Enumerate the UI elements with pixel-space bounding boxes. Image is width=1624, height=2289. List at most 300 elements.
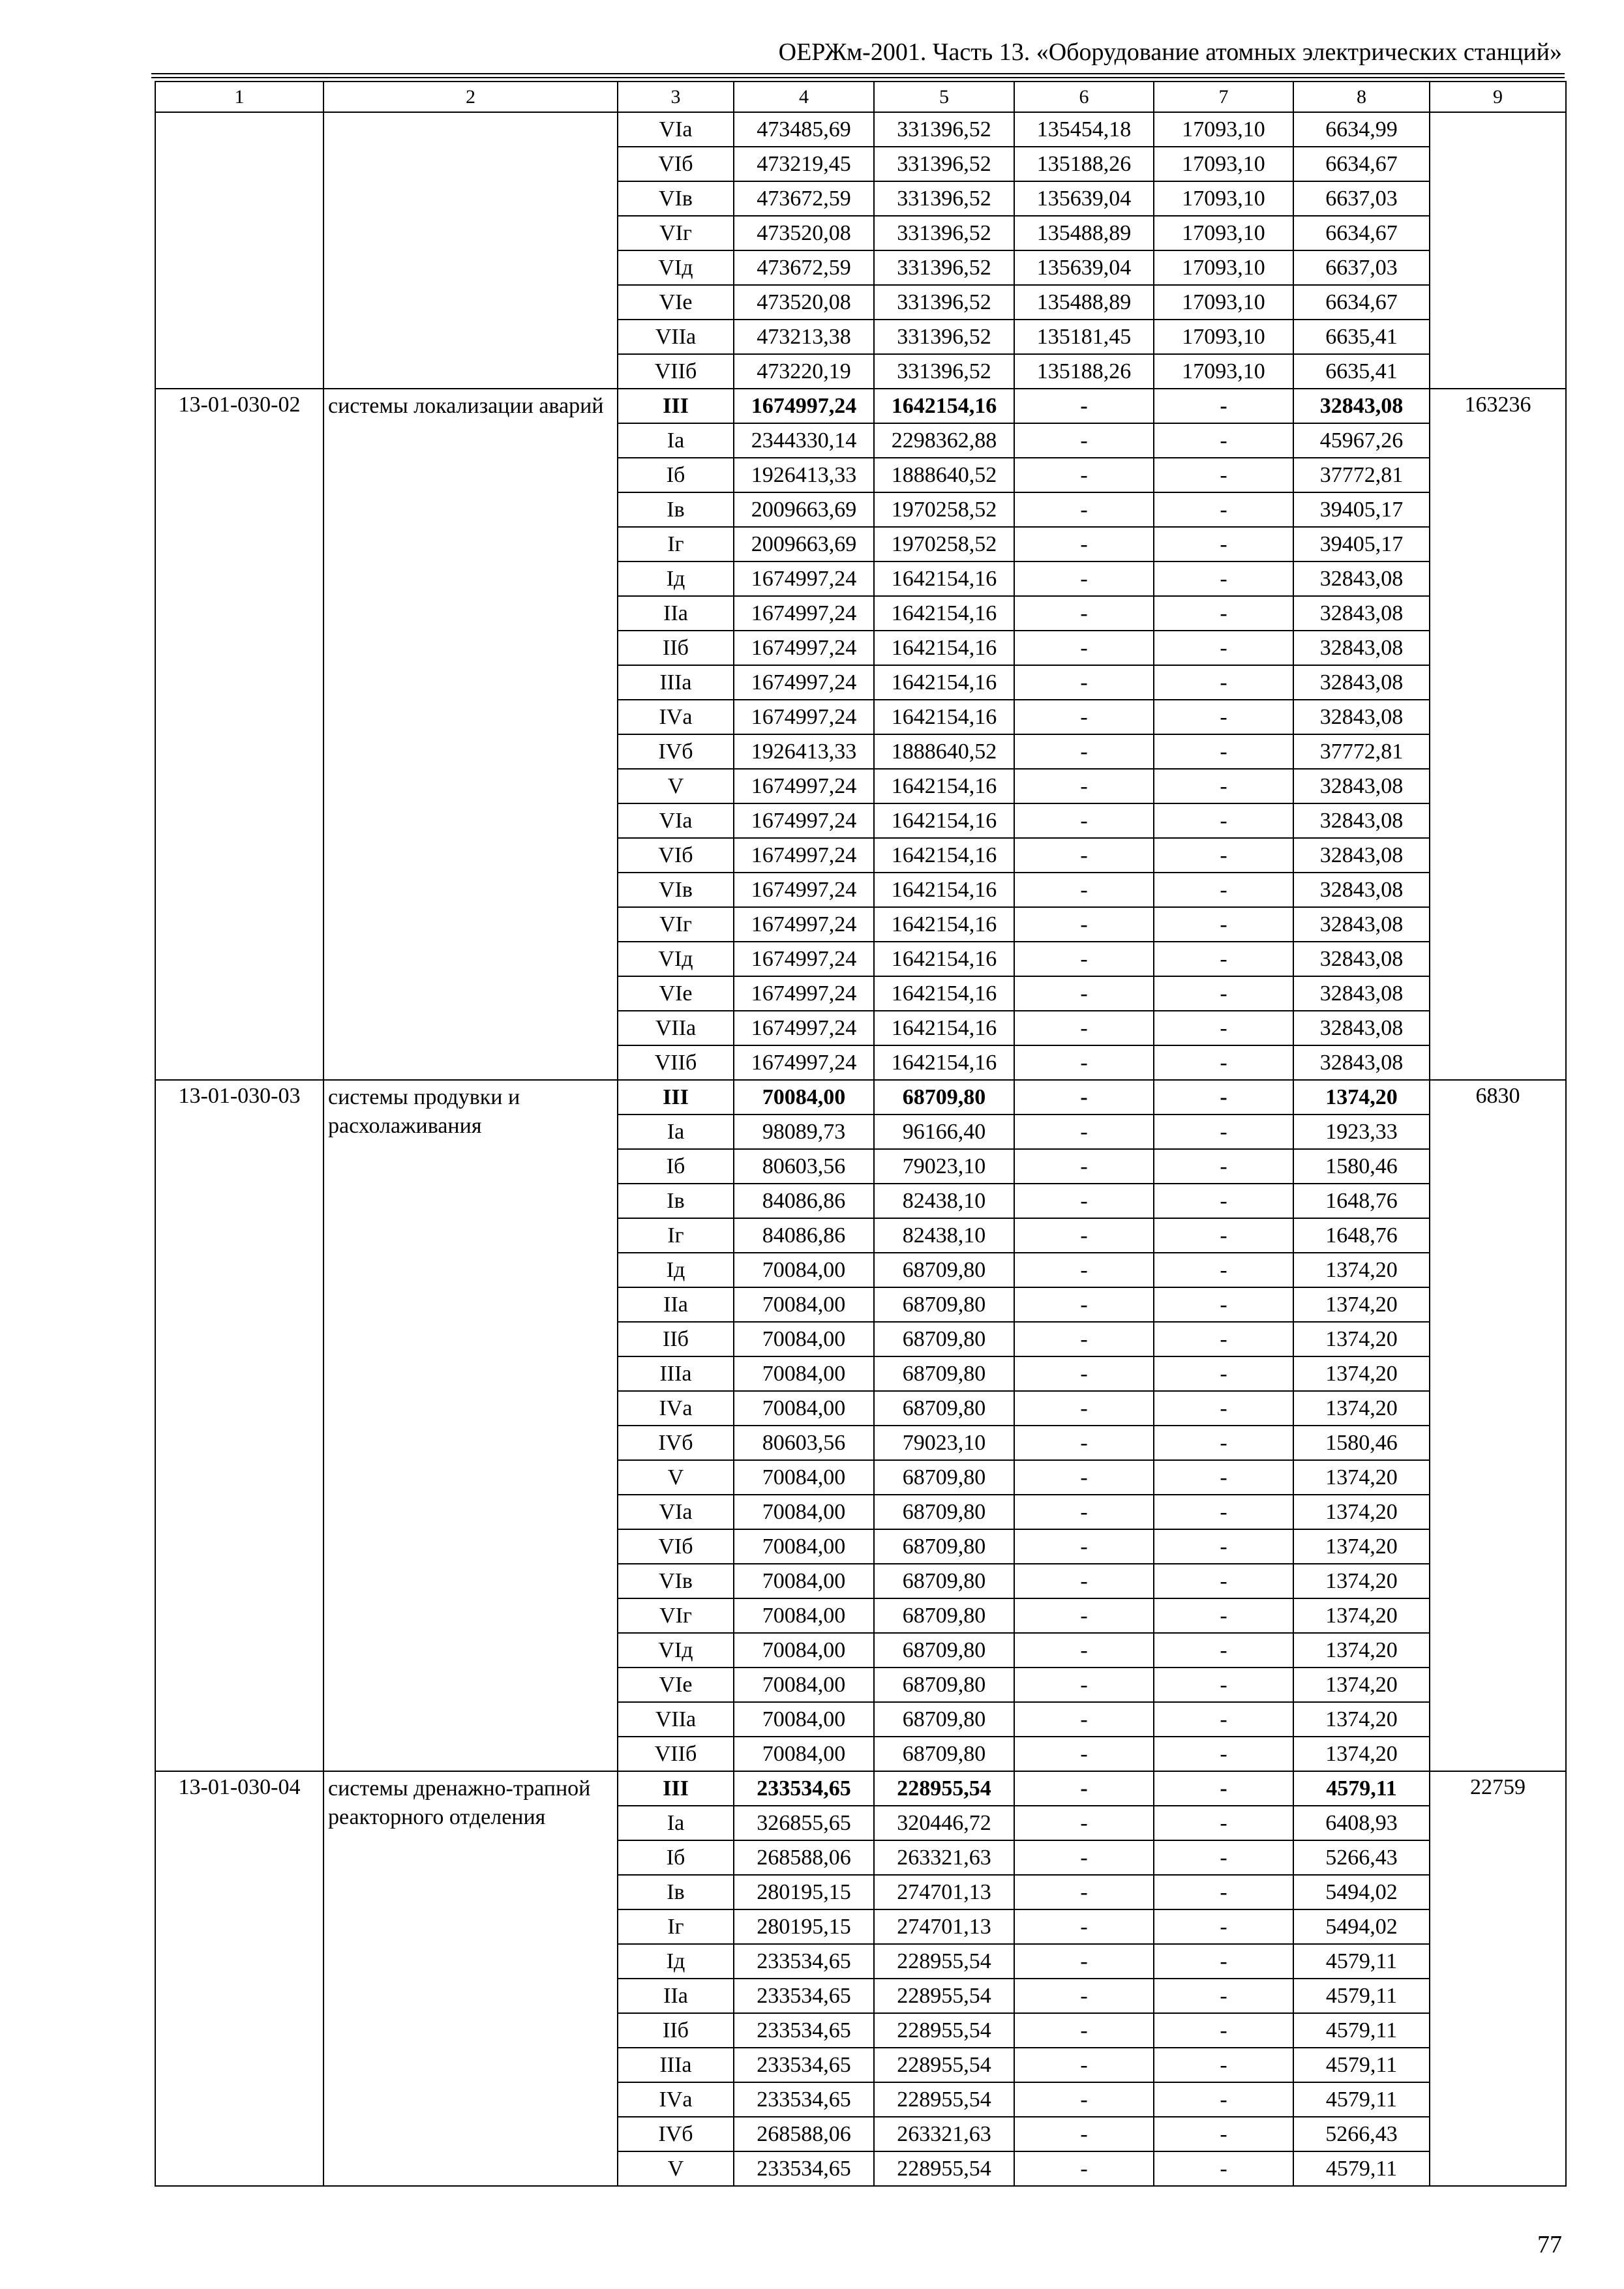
total-cost-cell: 98089,73 (734, 1115, 874, 1149)
materials-cost-cell: 32843,08 (1293, 942, 1430, 976)
materials-cost-cell: 6635,41 (1293, 320, 1430, 354)
total-cost-cell: 84086,86 (734, 1218, 874, 1253)
machinist-wages-cell: - (1154, 838, 1293, 873)
zone-cell: IVб (618, 2117, 734, 2151)
machinist-wages-cell: 17093,10 (1154, 285, 1293, 320)
page-number: 77 (1537, 2231, 1562, 2258)
machine-cost-cell: 135181,45 (1014, 320, 1154, 354)
wages-cell: 331396,52 (874, 250, 1014, 285)
zone-cell: VIIб (618, 1045, 734, 1080)
machine-cost-cell: - (1014, 907, 1154, 942)
zone-cell: IVа (618, 2082, 734, 2117)
zone-cell: VIб (618, 1529, 734, 1564)
total-cell (1430, 112, 1566, 389)
wages-cell: 68709,80 (874, 1287, 1014, 1322)
column-number-cell: 7 (1154, 82, 1293, 112)
wages-cell: 68709,80 (874, 1668, 1014, 1702)
zone-cell: Iб (618, 458, 734, 492)
machine-cost-cell: - (1014, 1149, 1154, 1184)
wages-cell: 68709,80 (874, 1391, 1014, 1426)
machine-cost-cell: - (1014, 1944, 1154, 1979)
wages-cell: 228955,54 (874, 1979, 1014, 2013)
wages-cell: 1642154,16 (874, 942, 1014, 976)
zone-cell: V (618, 2151, 734, 2186)
zone-cell: Iа (618, 1806, 734, 1840)
materials-cost-cell: 5494,02 (1293, 1875, 1430, 1909)
materials-cost-cell: 32843,08 (1293, 803, 1430, 838)
machine-cost-cell: - (1014, 492, 1154, 527)
machine-cost-cell: - (1014, 2048, 1154, 2082)
machine-cost-cell: - (1014, 1702, 1154, 1737)
materials-cost-cell: 4579,11 (1293, 2082, 1430, 2117)
total-cost-cell: 70084,00 (734, 1356, 874, 1391)
materials-cost-cell: 37772,81 (1293, 458, 1430, 492)
machine-cost-cell: 135639,04 (1014, 250, 1154, 285)
total-cost-cell: 1674997,24 (734, 389, 874, 423)
machinist-wages-cell: - (1154, 873, 1293, 907)
wages-cell: 1642154,16 (874, 1011, 1014, 1045)
code-cell: 13-01-030-02 (155, 389, 323, 1080)
machinist-wages-cell: - (1154, 1633, 1293, 1668)
machinist-wages-cell: - (1154, 458, 1293, 492)
machine-cost-cell: - (1014, 1253, 1154, 1287)
machinist-wages-cell: - (1154, 1460, 1293, 1495)
machinist-wages-cell: - (1154, 1529, 1293, 1564)
machinist-wages-cell: - (1154, 1322, 1293, 1356)
machine-cost-cell: - (1014, 700, 1154, 734)
total-cost-cell: 280195,15 (734, 1875, 874, 1909)
machinist-wages-cell: - (1154, 1218, 1293, 1253)
total-cell: 163236 (1430, 389, 1566, 1080)
machine-cost-cell: - (1014, 1115, 1154, 1149)
total-cost-cell: 1674997,24 (734, 631, 874, 665)
table-row (155, 1080, 1566, 1115)
wages-cell: 1888640,52 (874, 734, 1014, 769)
total-cost-cell: 70084,00 (734, 1080, 874, 1115)
header-double-rule (151, 73, 1565, 78)
total-cost-cell: 1674997,24 (734, 942, 874, 976)
zone-cell: VIд (618, 942, 734, 976)
materials-cost-cell: 39405,17 (1293, 527, 1430, 561)
total-cost-cell: 1674997,24 (734, 803, 874, 838)
total-cell: 6830 (1430, 1080, 1566, 1771)
machine-cost-cell: 135488,89 (1014, 285, 1154, 320)
wages-cell: 320446,72 (874, 1806, 1014, 1840)
machine-cost-cell: 135488,89 (1014, 216, 1154, 250)
materials-cost-cell: 32843,08 (1293, 700, 1430, 734)
machinist-wages-cell: - (1154, 1875, 1293, 1909)
wages-cell: 331396,52 (874, 320, 1014, 354)
materials-cost-cell: 1374,20 (1293, 1633, 1430, 1668)
total-cost-cell: 473219,45 (734, 147, 874, 181)
wages-cell: 1642154,16 (874, 596, 1014, 631)
total-cost-cell: 1674997,24 (734, 1011, 874, 1045)
zone-cell: VIе (618, 976, 734, 1011)
total-cost-cell: 233534,65 (734, 2151, 874, 2186)
machinist-wages-cell: - (1154, 1737, 1293, 1771)
zone-cell: Iв (618, 1184, 734, 1218)
total-cost-cell: 473485,69 (734, 112, 874, 147)
wages-cell: 331396,52 (874, 216, 1014, 250)
zone-cell: IIа (618, 1979, 734, 2013)
code-cell: 13-01-030-04 (155, 1771, 323, 2186)
total-cost-cell: 70084,00 (734, 1253, 874, 1287)
zone-cell: Iб (618, 1840, 734, 1875)
wages-cell: 1642154,16 (874, 1045, 1014, 1080)
materials-cost-cell: 4579,11 (1293, 1771, 1430, 1806)
zone-cell: VIг (618, 216, 734, 250)
machinist-wages-cell: - (1154, 1080, 1293, 1115)
machinist-wages-cell: 17093,10 (1154, 354, 1293, 389)
zone-cell: III (618, 1771, 734, 1806)
materials-cost-cell: 1374,20 (1293, 1702, 1430, 1737)
machine-cost-cell: - (1014, 734, 1154, 769)
machine-cost-cell: - (1014, 1391, 1154, 1426)
machinist-wages-cell: - (1154, 1840, 1293, 1875)
zone-cell: III (618, 1080, 734, 1115)
wages-cell: 331396,52 (874, 112, 1014, 147)
materials-cost-cell: 4579,11 (1293, 2048, 1430, 2082)
total-cost-cell: 70084,00 (734, 1287, 874, 1322)
materials-cost-cell: 6408,93 (1293, 1806, 1430, 1840)
machine-cost-cell: - (1014, 873, 1154, 907)
total-cost-cell: 268588,06 (734, 2117, 874, 2151)
rates-table (155, 81, 1567, 2187)
materials-cost-cell: 32843,08 (1293, 561, 1430, 596)
column-number-cell: 3 (618, 82, 734, 112)
machine-cost-cell: - (1014, 2013, 1154, 2048)
machine-cost-cell: - (1014, 2117, 1154, 2151)
materials-cost-cell: 45967,26 (1293, 423, 1430, 458)
wages-cell: 331396,52 (874, 147, 1014, 181)
total-cost-cell: 2009663,69 (734, 527, 874, 561)
total-cost-cell: 233534,65 (734, 1979, 874, 2013)
code-cell: 13-01-030-03 (155, 1080, 323, 1771)
total-cost-cell: 473672,59 (734, 181, 874, 216)
zone-cell: V (618, 1460, 734, 1495)
zone-cell: IVа (618, 1391, 734, 1426)
wages-cell: 228955,54 (874, 1944, 1014, 1979)
wages-cell: 228955,54 (874, 2082, 1014, 2117)
machinist-wages-cell: - (1154, 631, 1293, 665)
machine-cost-cell: - (1014, 838, 1154, 873)
zone-cell: Iг (618, 1218, 734, 1253)
total-cost-cell: 70084,00 (734, 1322, 874, 1356)
total-cost-cell: 233534,65 (734, 2013, 874, 2048)
zone-cell: Iа (618, 423, 734, 458)
materials-cost-cell: 4579,11 (1293, 2151, 1430, 2186)
machinist-wages-cell: - (1154, 1426, 1293, 1460)
wages-cell: 1642154,16 (874, 976, 1014, 1011)
machine-cost-cell: - (1014, 1080, 1154, 1115)
materials-cost-cell: 32843,08 (1293, 1045, 1430, 1080)
machine-cost-cell: - (1014, 1564, 1154, 1598)
materials-cost-cell: 1374,20 (1293, 1737, 1430, 1771)
materials-cost-cell: 1580,46 (1293, 1149, 1430, 1184)
machine-cost-cell: - (1014, 1806, 1154, 1840)
machine-cost-cell: - (1014, 942, 1154, 976)
total-cost-cell: 473220,19 (734, 354, 874, 389)
table-row (155, 389, 1566, 423)
zone-cell: Iб (618, 1149, 734, 1184)
wages-cell: 68709,80 (874, 1080, 1014, 1115)
wages-cell: 331396,52 (874, 181, 1014, 216)
column-number-cell: 5 (874, 82, 1014, 112)
materials-cost-cell: 6637,03 (1293, 250, 1430, 285)
machinist-wages-cell: - (1154, 561, 1293, 596)
wages-cell: 1642154,16 (874, 665, 1014, 700)
zone-cell: VIа (618, 112, 734, 147)
zone-cell: VIг (618, 1598, 734, 1633)
table-row (155, 112, 1566, 147)
materials-cost-cell: 1923,33 (1293, 1115, 1430, 1149)
wages-cell: 1642154,16 (874, 803, 1014, 838)
zone-cell: Iв (618, 1875, 734, 1909)
total-cost-cell: 233534,65 (734, 1771, 874, 1806)
zone-cell: Iд (618, 561, 734, 596)
total-cost-cell: 233534,65 (734, 2082, 874, 2117)
wages-cell: 2298362,88 (874, 423, 1014, 458)
machine-cost-cell: - (1014, 1184, 1154, 1218)
zone-cell: VIб (618, 147, 734, 181)
machinist-wages-cell: - (1154, 803, 1293, 838)
zone-cell: VIIа (618, 1011, 734, 1045)
machinist-wages-cell: - (1154, 596, 1293, 631)
materials-cost-cell: 32843,08 (1293, 873, 1430, 907)
wages-cell: 274701,13 (874, 1875, 1014, 1909)
machinist-wages-cell: 17093,10 (1154, 320, 1293, 354)
column-number-row (155, 82, 1566, 112)
machinist-wages-cell: - (1154, 1771, 1293, 1806)
zone-cell: IVб (618, 1426, 734, 1460)
machinist-wages-cell: - (1154, 1149, 1293, 1184)
machinist-wages-cell: - (1154, 1011, 1293, 1045)
wages-cell: 1642154,16 (874, 561, 1014, 596)
machine-cost-cell: - (1014, 1356, 1154, 1391)
materials-cost-cell: 1374,20 (1293, 1495, 1430, 1529)
machine-cost-cell: - (1014, 1771, 1154, 1806)
machinist-wages-cell: - (1154, 1564, 1293, 1598)
machinist-wages-cell: - (1154, 1356, 1293, 1391)
zone-cell: VIIб (618, 1737, 734, 1771)
materials-cost-cell: 32843,08 (1293, 1011, 1430, 1045)
materials-cost-cell: 1580,46 (1293, 1426, 1430, 1460)
wages-cell: 68709,80 (874, 1356, 1014, 1391)
machine-cost-cell: - (1014, 1909, 1154, 1944)
total-cost-cell: 1926413,33 (734, 458, 874, 492)
wages-cell: 96166,40 (874, 1115, 1014, 1149)
zone-cell: VIIа (618, 320, 734, 354)
wages-cell: 68709,80 (874, 1702, 1014, 1737)
total-cost-cell: 1926413,33 (734, 734, 874, 769)
total-cost-cell: 70084,00 (734, 1702, 874, 1737)
wages-cell: 82438,10 (874, 1184, 1014, 1218)
wages-cell: 1888640,52 (874, 458, 1014, 492)
wages-cell: 1642154,16 (874, 700, 1014, 734)
total-cost-cell: 1674997,24 (734, 700, 874, 734)
total-cost-cell: 70084,00 (734, 1391, 874, 1426)
zone-cell: VIв (618, 873, 734, 907)
machinist-wages-cell: 17093,10 (1154, 250, 1293, 285)
wages-cell: 274701,13 (874, 1909, 1014, 1944)
machine-cost-cell: - (1014, 1840, 1154, 1875)
materials-cost-cell: 32843,08 (1293, 631, 1430, 665)
materials-cost-cell: 1374,20 (1293, 1356, 1430, 1391)
materials-cost-cell: 1374,20 (1293, 1287, 1430, 1322)
machinist-wages-cell: 17093,10 (1154, 181, 1293, 216)
machinist-wages-cell: - (1154, 2013, 1293, 2048)
materials-cost-cell: 37772,81 (1293, 734, 1430, 769)
machine-cost-cell: - (1014, 1011, 1154, 1045)
materials-cost-cell: 1374,20 (1293, 1460, 1430, 1495)
wages-cell: 68709,80 (874, 1322, 1014, 1356)
total-cost-cell: 84086,86 (734, 1184, 874, 1218)
machine-cost-cell: 135454,18 (1014, 112, 1154, 147)
machine-cost-cell: - (1014, 803, 1154, 838)
materials-cost-cell: 6634,99 (1293, 112, 1430, 147)
zone-cell: IIIа (618, 665, 734, 700)
name-cell (323, 112, 618, 389)
zone-cell: IIа (618, 1287, 734, 1322)
wages-cell: 68709,80 (874, 1633, 1014, 1668)
wages-cell: 68709,80 (874, 1598, 1014, 1633)
machine-cost-cell: - (1014, 1598, 1154, 1633)
materials-cost-cell: 1648,76 (1293, 1218, 1430, 1253)
name-cell: системы дренажно-трапной реакторного отделения (323, 1771, 618, 2186)
machinist-wages-cell: - (1154, 1253, 1293, 1287)
machine-cost-cell: - (1014, 1045, 1154, 1080)
table-body (155, 82, 1566, 2186)
machinist-wages-cell: - (1154, 769, 1293, 803)
total-cost-cell: 80603,56 (734, 1149, 874, 1184)
total-cost-cell: 80603,56 (734, 1426, 874, 1460)
materials-cost-cell: 32843,08 (1293, 976, 1430, 1011)
machine-cost-cell: - (1014, 1737, 1154, 1771)
machinist-wages-cell: - (1154, 2082, 1293, 2117)
machinist-wages-cell: - (1154, 1391, 1293, 1426)
machinist-wages-cell: - (1154, 1702, 1293, 1737)
total-cost-cell: 233534,65 (734, 2048, 874, 2082)
machine-cost-cell: - (1014, 1668, 1154, 1702)
zone-cell: IIIа (618, 2048, 734, 2082)
materials-cost-cell: 1374,20 (1293, 1564, 1430, 1598)
zone-cell: VIв (618, 1564, 734, 1598)
total-cost-cell: 1674997,24 (734, 665, 874, 700)
wages-cell: 68709,80 (874, 1529, 1014, 1564)
machinist-wages-cell: - (1154, 1909, 1293, 1944)
machinist-wages-cell: - (1154, 1115, 1293, 1149)
machine-cost-cell: - (1014, 665, 1154, 700)
name-cell: системы локализации аварий (323, 389, 618, 1080)
wages-cell: 1642154,16 (874, 389, 1014, 423)
machinist-wages-cell: - (1154, 1806, 1293, 1840)
column-number-cell: 9 (1430, 82, 1566, 112)
total-cost-cell: 70084,00 (734, 1564, 874, 1598)
machinist-wages-cell: - (1154, 1979, 1293, 2013)
zone-cell: IIб (618, 2013, 734, 2048)
total-cost-cell: 473520,08 (734, 216, 874, 250)
machine-cost-cell: - (1014, 1529, 1154, 1564)
zone-cell: VIд (618, 250, 734, 285)
total-cost-cell: 1674997,24 (734, 976, 874, 1011)
wages-cell: 228955,54 (874, 1771, 1014, 1806)
total-cost-cell: 473672,59 (734, 250, 874, 285)
machine-cost-cell: - (1014, 1218, 1154, 1253)
wages-cell: 228955,54 (874, 2151, 1014, 2186)
machine-cost-cell: - (1014, 976, 1154, 1011)
machine-cost-cell: - (1014, 1633, 1154, 1668)
materials-cost-cell: 1374,20 (1293, 1322, 1430, 1356)
total-cost-cell: 280195,15 (734, 1909, 874, 1944)
total-cost-cell: 1674997,24 (734, 907, 874, 942)
machine-cost-cell: - (1014, 1875, 1154, 1909)
machinist-wages-cell: - (1154, 734, 1293, 769)
zone-cell: IVб (618, 734, 734, 769)
materials-cost-cell: 1374,20 (1293, 1080, 1430, 1115)
total-cell: 22759 (1430, 1771, 1566, 2186)
total-cost-cell: 70084,00 (734, 1598, 874, 1633)
machinist-wages-cell: - (1154, 1045, 1293, 1080)
zone-cell: Iд (618, 1253, 734, 1287)
materials-cost-cell: 6634,67 (1293, 147, 1430, 181)
total-cost-cell: 1674997,24 (734, 1045, 874, 1080)
wages-cell: 79023,10 (874, 1426, 1014, 1460)
zone-cell: VIIб (618, 354, 734, 389)
materials-cost-cell: 6634,67 (1293, 216, 1430, 250)
wages-cell: 263321,63 (874, 1840, 1014, 1875)
materials-cost-cell: 5494,02 (1293, 1909, 1430, 1944)
wages-cell: 68709,80 (874, 1495, 1014, 1529)
machinist-wages-cell: 17093,10 (1154, 112, 1293, 147)
wages-cell: 1642154,16 (874, 769, 1014, 803)
zone-cell: VIе (618, 285, 734, 320)
zone-cell: VIа (618, 803, 734, 838)
machinist-wages-cell: - (1154, 1184, 1293, 1218)
materials-cost-cell: 32843,08 (1293, 389, 1430, 423)
machinist-wages-cell: - (1154, 389, 1293, 423)
machinist-wages-cell: - (1154, 700, 1293, 734)
zone-cell: VIв (618, 181, 734, 216)
zone-cell: Iв (618, 492, 734, 527)
materials-cost-cell: 1374,20 (1293, 1529, 1430, 1564)
total-cost-cell: 2344330,14 (734, 423, 874, 458)
table-row (155, 1771, 1566, 1806)
zone-cell: Iд (618, 1944, 734, 1979)
machine-cost-cell: - (1014, 389, 1154, 423)
wages-cell: 228955,54 (874, 2048, 1014, 2082)
machine-cost-cell: - (1014, 1979, 1154, 2013)
wages-cell: 1642154,16 (874, 838, 1014, 873)
machinist-wages-cell: - (1154, 1287, 1293, 1322)
materials-cost-cell: 4579,11 (1293, 2013, 1430, 2048)
zone-cell: VIIа (618, 1702, 734, 1737)
wages-cell: 79023,10 (874, 1149, 1014, 1184)
total-cost-cell: 473520,08 (734, 285, 874, 320)
column-number-cell: 4 (734, 82, 874, 112)
materials-cost-cell: 1374,20 (1293, 1598, 1430, 1633)
wages-cell: 82438,10 (874, 1218, 1014, 1253)
materials-cost-cell: 6634,67 (1293, 285, 1430, 320)
machinist-wages-cell: - (1154, 2117, 1293, 2151)
wages-cell: 1642154,16 (874, 907, 1014, 942)
zone-cell: V (618, 769, 734, 803)
total-cost-cell: 70084,00 (734, 1737, 874, 1771)
column-number-cell: 2 (323, 82, 618, 112)
zone-cell: Iа (618, 1115, 734, 1149)
total-cost-cell: 70084,00 (734, 1460, 874, 1495)
zone-cell: VIб (618, 838, 734, 873)
column-number-cell: 8 (1293, 82, 1430, 112)
